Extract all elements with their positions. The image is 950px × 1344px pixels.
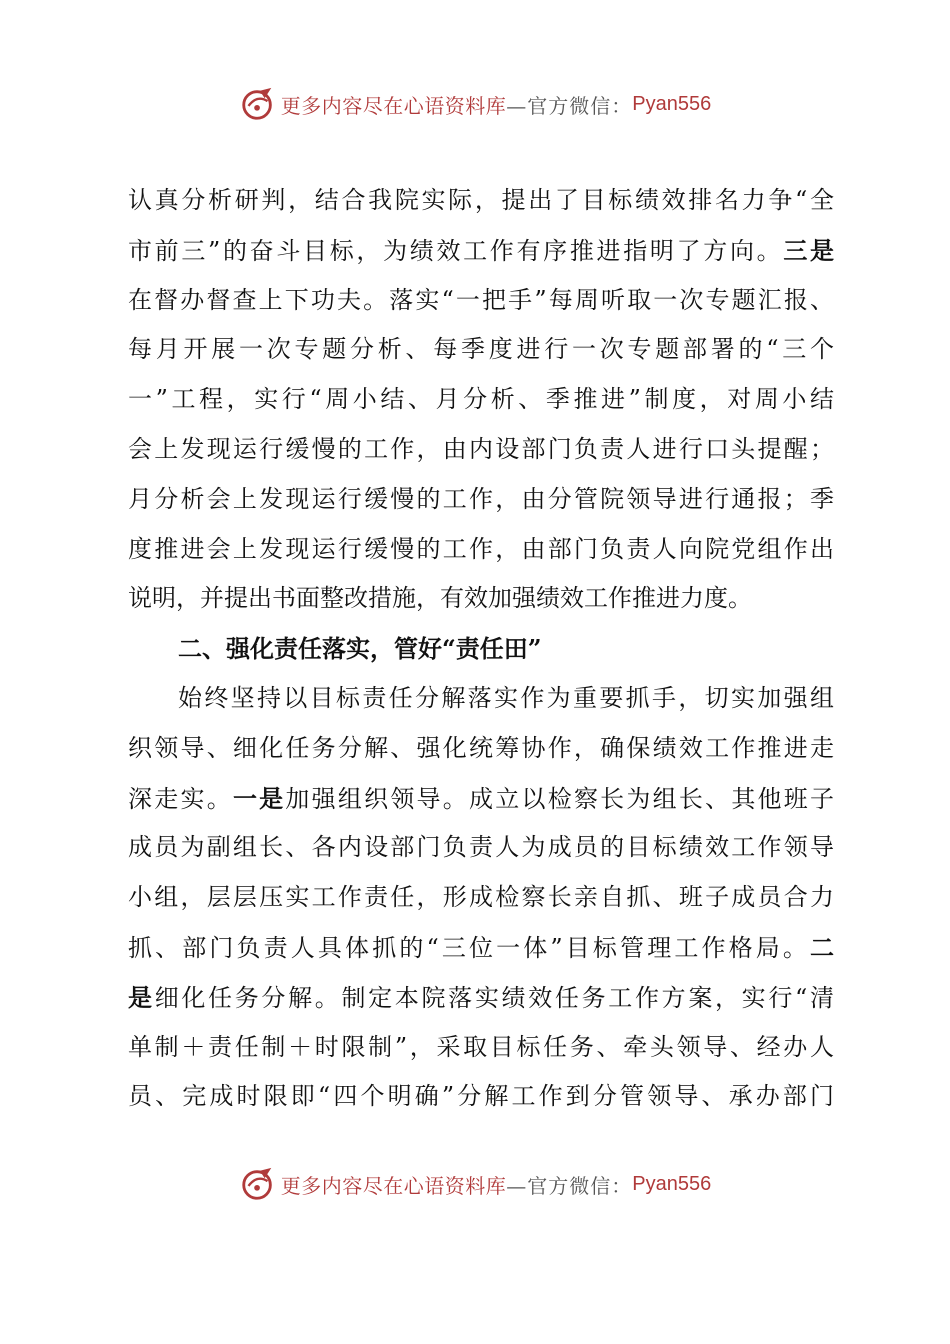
text-line: 始终坚持以目标责任分解落实作为重要抓手，切实加强组 [178, 683, 834, 712]
text-line: 织领导、细化任务分解、强化统筹协作，确保绩效工作推进走 [128, 733, 834, 762]
text-line: 说明，并提出书面整改措施，有效加强绩效工作推进力度。 [128, 584, 752, 613]
header-banner [0, 84, 950, 124]
banner-wechat-id: Pyan556 [632, 92, 712, 115]
document-body [128, 176, 834, 1122]
text-line: 认真分析研判，结合我院实际，提出了目标绩效排名力争“全 [128, 186, 834, 214]
text-line: 月分析会上发现运行缓慢的工作，由分管院领导进行通报；季 [128, 484, 834, 513]
banner-sub-text: —官方微信： [506, 93, 633, 118]
brand-logo-icon [239, 85, 277, 123]
text-line: 度推进会上发现运行缓慢的工作，由部门负责人向院党组作出 [128, 534, 834, 563]
text-line: 成员为副组长、各内设部门负责人为成员的目标绩效工作领导 [128, 833, 834, 862]
text-line: 每月开展一次专题分析、每季度进行一次专题部署的“三个 [128, 335, 834, 364]
text-line: 在督办督查上下功夫。落实“一把手”每周听取一次专题汇报、 [128, 285, 834, 314]
text-line: 单制＋责任制＋时限制”，采取目标任务、牵头领导、经办人 [128, 1032, 834, 1061]
text-line: 抓、部门负责人具体抓的“三位一体”目标管理工作格局。二 [128, 932, 834, 962]
text-line: 小组，层层压实工作责任，形成检察长亲自抓、班子成员合力 [128, 883, 834, 912]
text-line: 深走实。一是加强组织领导。成立以检察长为组长、其他班子 [128, 783, 834, 813]
banner-main-text: 更多内容尽在心语资料库 [280, 93, 507, 118]
text-line: 员、完成时限即“四个明确”分解工作到分管领导、承办部门 [128, 1082, 834, 1111]
banner-main-text: 更多内容尽在心语资料库 [280, 1173, 507, 1198]
footer-banner [0, 1164, 950, 1204]
text-line: 一”工程，实行“周小结、月分析、季推进”制度，对周小结 [128, 385, 834, 414]
text-line: 市前三”的奋斗目标，为绩效工作有序推进指明了方向。三是 [128, 235, 834, 265]
brand-logo-icon [239, 1165, 277, 1203]
text-line: 会上发现运行缓慢的工作，由内设部门负责人进行口头提醒； [128, 434, 834, 463]
banner-wechat-id: Pyan556 [632, 1172, 712, 1195]
text-line: 是细化任务分解。制定本院落实绩效任务工作方案，实行“清 [128, 982, 834, 1012]
section-heading: 二、强化责任落实，管好“责任田” [178, 634, 542, 664]
banner-sub-text: —官方微信： [506, 1173, 633, 1198]
